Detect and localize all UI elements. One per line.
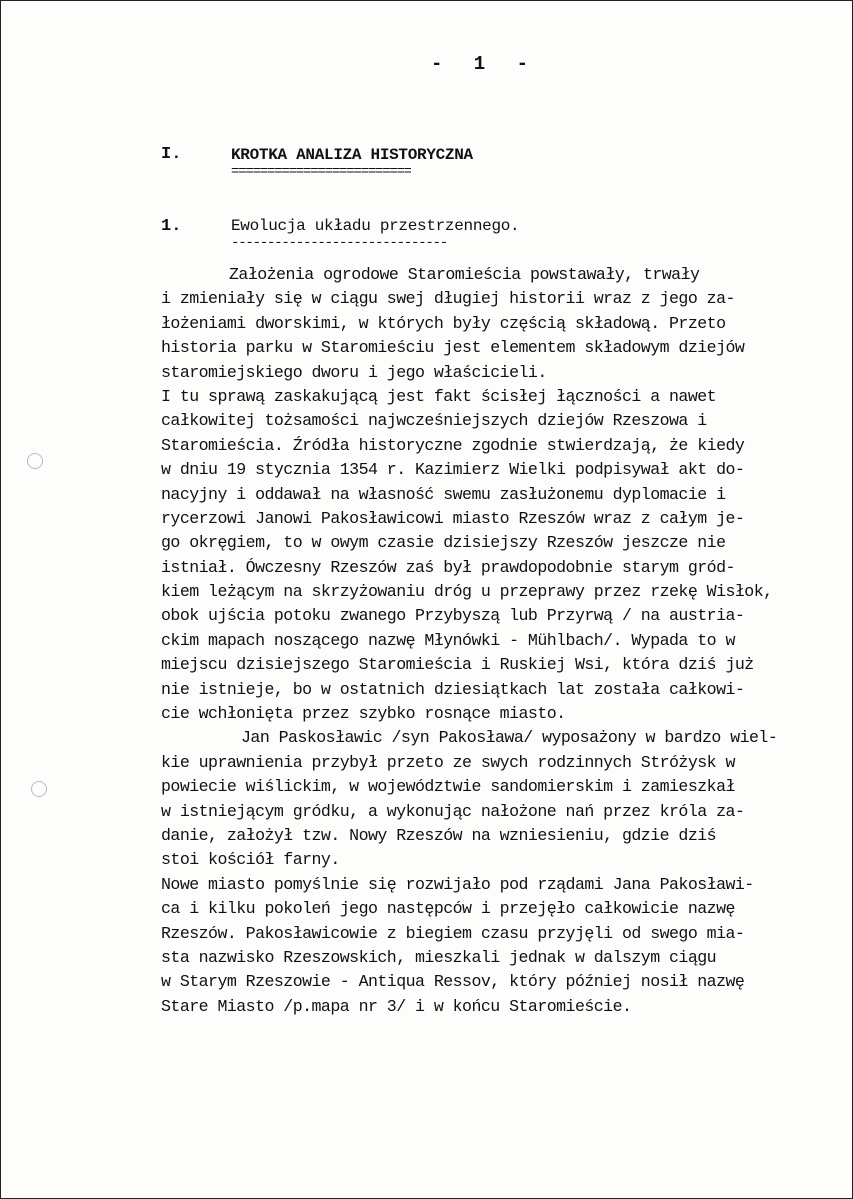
punch-hole-mark [31,781,47,797]
text-line: Stare Miasto /p.mapa nr 3/ i w końcu Staromieście. [161,996,632,1016]
text-line: Założenia ogrodowe Staromieścia powstawały, trwały [229,265,700,284]
section-title-underline: ========================= [231,165,412,179]
text-line: i zmieniały się w ciągu swej długiej historii wraz z jego za- [161,289,735,309]
text-line: historia parku w Staromieściu jest elementem składowym dziejów [161,338,745,358]
text-line: ca i kilku pokoleń jego następców i przejęło całkowicie nazwę [161,899,735,919]
page-number: - 1 - [431,53,539,75]
text-line: sta nazwisko Rzeszowskich, mieszkali jednak w dalszym ciągu [161,947,717,967]
text-line: istniał. Ówczesny Rzeszów zaś był prawdopodobnie starym gród- [161,557,735,577]
text-line: miejscu dzisiejszego Staromieścia i Ruskiej Wsi, która dziś już [161,655,754,675]
punch-hole-mark [27,453,43,469]
subsection-title-underline: ------------------------------ [231,236,448,250]
text-line: cie wchłonięta przez szybko rosnące miasto. [161,704,566,724]
subsection-number: 1. [161,217,182,236]
text-line: I tu sprawą zaskakującą jest fakt ścisłej łączności a nawet [161,386,717,406]
text-line: w Starym Rzeszowie - Antiqua Ressov, który później nosił nazwę [161,972,745,992]
text-line: Rzeszów. Pakosławicowie z biegiem czasu przyjęli od swego mia- [161,923,745,943]
text-line: powiecie wiślickim, w województwie sandomierskim i zamieszkał [161,777,735,797]
text-line: kiem leżącym na skrzyżowaniu dróg u przeprawy przez rzekę Wisłok, [161,582,773,602]
text-line: rycerzowi Janowi Pakosławicowi miasto Rzeszów wraz z całym je- [161,508,745,528]
text-line: kie uprawnienia przybył przeto ze swych rodzinnych Stróżysk w [161,752,735,772]
text-line: staromiejskiego dworu i jego właścicieli. [161,362,547,382]
text-line: obok ujścia potoku zwanego Przybyszą lub Przyrwą / na austria- [161,606,745,626]
section-title: KROTKA ANALIZA HISTORYCZNA [231,146,473,164]
section-number: I. [161,145,182,164]
text-line: nie istnieje, bo w ostatnich dziesiątkach lat została całkowi- [161,679,745,699]
text-line: ckim mapach noszącego nazwę Młynówki - Mühlbach/. Wypada to w [161,630,735,650]
text-line: Jan Paskosławic /syn Pakosława/ wyposażony w bardzo wiel- [241,728,778,748]
text-line: stoi kościół farny. [161,850,340,870]
text-line: nacyjny i oddawał na własność swemu zasłużonemu dyplomacie i [161,484,726,504]
body-text [161,263,821,1019]
text-line: danie, założył tzw. Nowy Rzeszów na wzniesieniu, gdzie dziś [161,825,717,845]
text-line: całkowitej tożsamości najwcześniejszych dziejów Rzeszowa i [161,411,707,431]
text-line: w dniu 19 stycznia 1354 r. Kazimierz Wielki podpisywał akt do- [161,460,745,480]
text-line: w istniejącym gródku, a wykonując nałożone nań przez króla za- [161,801,745,821]
text-line: Nowe miasto pomyślnie się rozwijało pod rządami Jana Pakosławi- [161,874,754,894]
subsection-title: Ewolucja układu przestrzennego. [231,217,520,235]
text-line: go okręgiem, to w owym czasie dzisiejszy Rzeszów jeszcze nie [161,533,726,553]
text-line: Staromieścia. Źródła historyczne zgodnie stwierdzają, że kiedy [161,435,745,455]
text-line: łożeniami dworskimi, w których były częścią składową. Przeto [161,313,726,333]
